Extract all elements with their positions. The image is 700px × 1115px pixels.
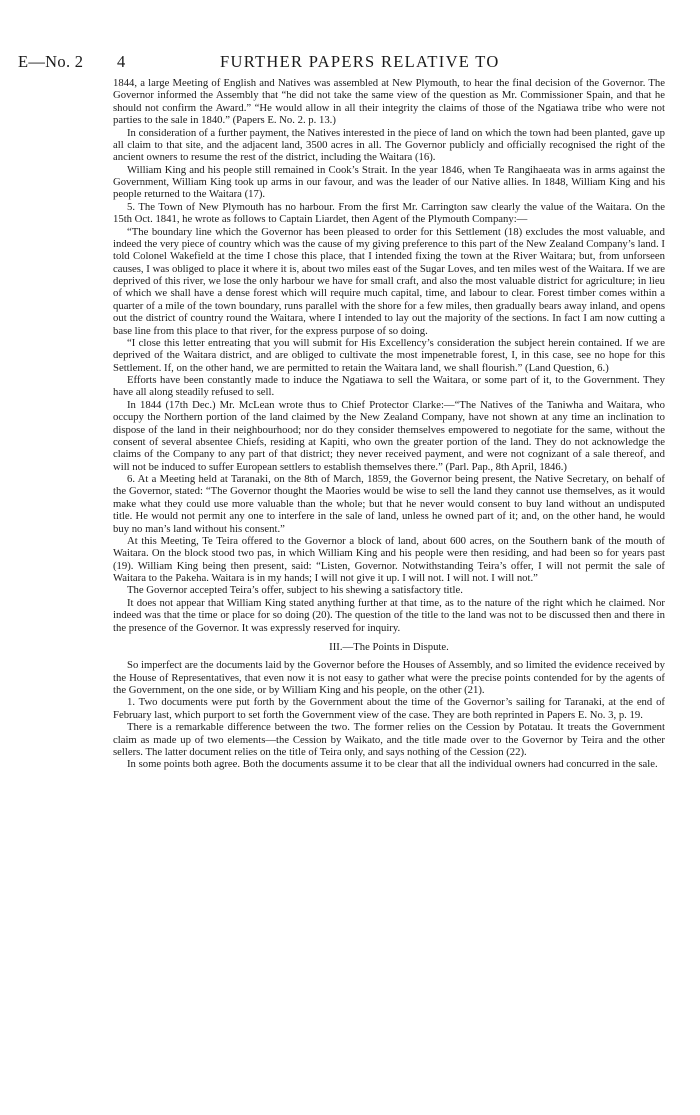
paragraph: At this Meeting, Te Teira offered to the Governor a block of land, about 600 acres, on the Southern bank of the mouth of Waitara. On the block stood two pas, in which William King and his people were then residing, and had been so for years past (19). William King being then present, said: “Listen, Governor. Notwithstanding Teira’s offer, I will not permit the sale of Waitara to the Pakeha. Waitara is in my hands; I will not give it up. I will not. I will not. I will not.” — [113, 534, 665, 584]
paragraph: There is a remarkable difference between the two. The former relies on the Cession by Potatau. It treats the Government claim as made up of two elements—the Cession by Waikato, and the title made over to the Governor by Teira and the other sellers. The latter document relies on the title of Teira only, and says nothing of the Cession (22). — [113, 721, 665, 758]
paragraph: In 1844 (17th Dec.) Mr. McLean wrote thus to Chief Protector Clarke:—“The Natives of the Taniwha and Waitara, who occupy the Northern portion of the land claimed by the New Zealand Company, have not shown at any time an inclination to dispose of the land in their neighbourhood; nor do they consider themselves empowered to negotiate for the same, without the consent of several absentee Chiefs, residing at Kapiti, who own the greater portion of the land. They do not acknowledge the claims of the Company to any part of that district; they never received payment, and were not cognizant of a sale thereof, and will not be induced to suffer European settlers to establish themselves there.” (Parl. Pap., 8th April, 1846.) — [113, 398, 665, 473]
paragraph: 5. The Town of New Plymouth has no harbour. From the first Mr. Carrington saw clearly the value of the Waitara. On the 15th Oct. 1841, he wrote as follows to Captain Liardet, then Agent of the Plymouth Company:— — [113, 200, 665, 226]
paragraph: The Governor accepted Teira’s offer, subject to his shewing a satisfactory title. — [127, 584, 463, 597]
paragraph: William King and his people still remained in Cook’s Strait. In the year 1846, when Te Rangihaeata was in arms against the Government, William King took up arms in our favour, and was the leader of our Native allies. In 1848, William King and his people returned to the Waitara (17). — [113, 163, 665, 201]
section-heading: III.—The Points in Dispute. — [329, 640, 449, 653]
page-number: 4 — [117, 52, 126, 71]
paragraph: 6. At a Meeting held at Taranaki, on the 8th of March, 1859, the Governor being present, the Native Secretary, on behalf of the Governor, stated: “The Governor thought the Maories would be wise to sell the land they cannot use themselves, as it would make what they could use more valuable than the whole; but that he never would consent to buy land without an undisputed title. He would not permit any one to interfere in the sale of land, unless he owned part of it; and, on the other hand, he would buy no man’s land without his consent.” — [113, 473, 665, 535]
page-header — [0, 0, 700, 71]
document-code: E—No. 2 — [18, 52, 84, 71]
running-title: FURTHER PAPERS RELATIVE TO — [220, 52, 500, 71]
body-text — [113, 77, 665, 771]
paragraph: In some points both agree. Both the documents assume it to be clear that all the individual owners had concurred in the sale. — [127, 758, 658, 771]
paragraph: 1. Two documents were put forth by the Government about the time of the Governor’s sailing for Taranaki, at the end of February last, which purport to set forth the Government view of the case. They are both reprinted in Papers E. No. 3, p. 19. — [113, 696, 665, 721]
block-quote: “The boundary line which the Governor has been pleased to order for this Settlement (18) excludes the most valuable, and indeed the very piece of country which was the cause of my giving preference to this part of the New Zealand Company’s land. I told Colonel Wakefield at the time I chose this place, that I intended fixing the town at the River Waitara; but, from unforseen causes, I was obliged to place it where it is, about two miles east of the Sugar Loves, and ten miles west of the Waitara. If we are deprived of this river, we lose the only harbour we have for small craft, and also the most valuable district for agriculture; in lieu of which we shall have a dense forest which will require much capital, time, and labour to clear. Forest timber comes within a quarter of a mile of the town boundary, runs parallel with the shore for a few miles, then gradually bears away inland, and opens out the district of country round the Waitara, where I intended to lay out the majority of the sections. In fact I am now cutting a base line from this place to that river, for the express purpose of so doing. — [113, 225, 665, 337]
paragraph: It does not appear that William King stated anything further at that time, as to the nature of the right which he claimed. Nor indeed was that the time or place for so doing (20). The question of the title to the land was not to be discussed then and there in the presence of the Governor. It was expressly reserved for inquiry. — [113, 596, 665, 634]
paragraph: Efforts have been constantly made to induce the Ngatiawa to sell the Waitara, or some part of it, to the Government. They have all along steadily refused to sell. — [113, 374, 665, 399]
block-quote: “I close this letter entreating that you will submit for His Excellency’s consideration the subject herein contained. If we are deprived of the Waitara district, and are obliged to cultivate the most impenetrable forest, I, in this case, see no hope for this Settlement. If, on the other hand, we are permitted to retain the Waitara land, we shall flourish.” (Land Question, 6.) — [113, 336, 665, 374]
paragraph: In consideration of a further payment, the Natives interested in the piece of land on which the town had been planted, gave up all claim to that site, and the adjacent land, 3500 acres in all. The Governor publicly and officially recognised the right of the ancient owners to resume the rest of the district, including the Waitara (16). — [113, 126, 665, 164]
paragraph: 1844, a large Meeting of English and Natives was assembled at New Plymouth, to hear the final decision of the Governor. The Governor informed the Assembly that “he did not take the same view of the question as Mr. Commissioner Spain, and that he should not confirm the Award.” “He would allow in all their integrity the claims of those of the Ngatiawa tribe who were not parties to the sale in 1840.” (Papers E. No. 2. p. 13.) — [113, 77, 665, 127]
paragraph: So imperfect are the documents laid by the Governor before the Houses of Assembly, and so limited the evidence received by the House of Representatives, that even now it is not easy to gather what were the precise points contended for by the agents of the Government, on the one side, or by William King and his people, on the other (21). — [113, 659, 665, 696]
